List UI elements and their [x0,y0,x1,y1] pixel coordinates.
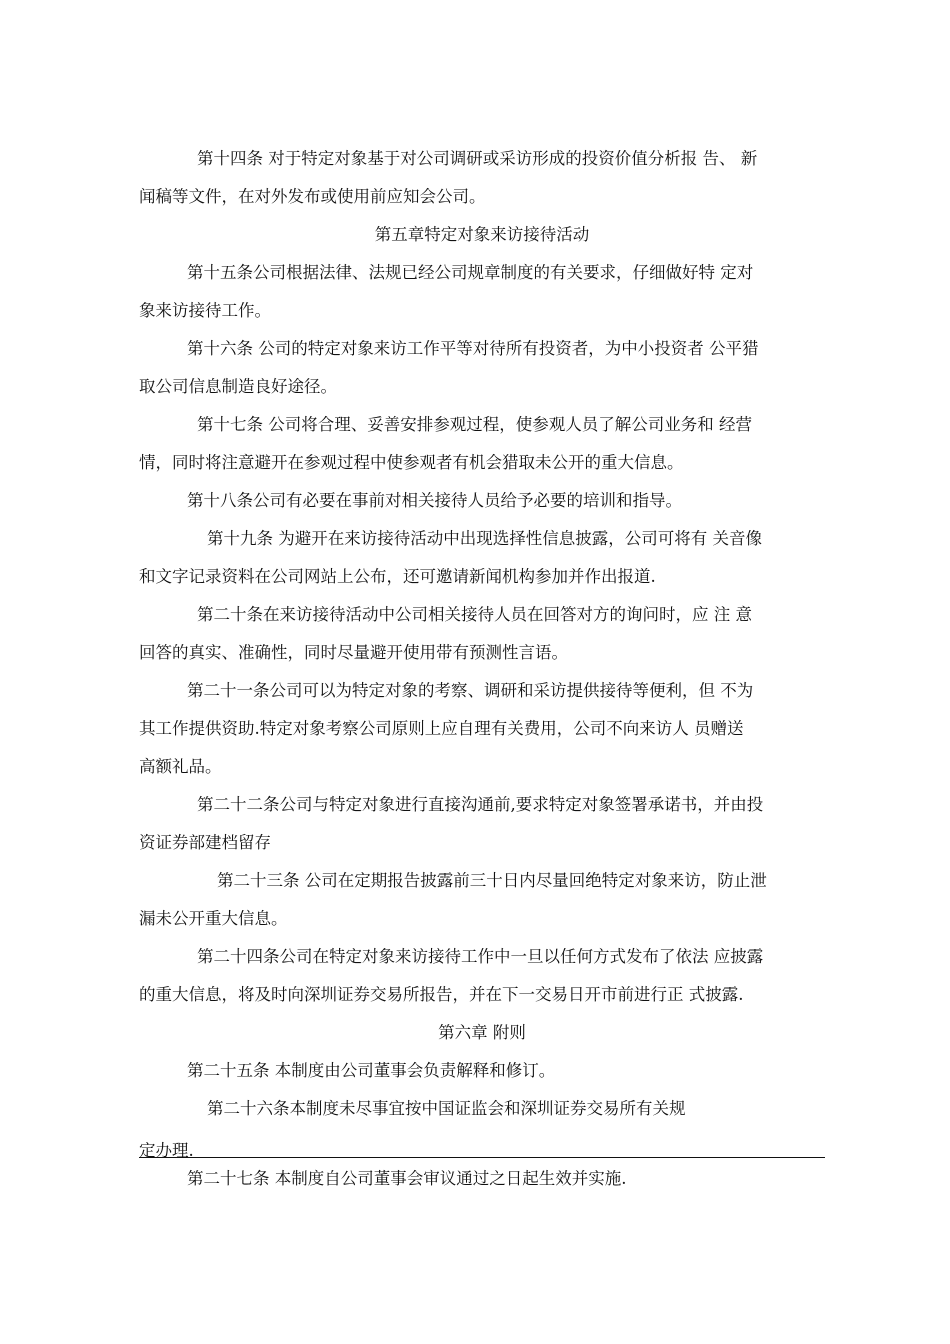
article-21-line-2: 其工作提供资助.特定对象考察公司原则上应自理有关费用，公司不向来访人 员赠送 [139,719,744,738]
article-21-line-3: 高额礼品。 [139,757,222,776]
article-22-line-2: 资证券部建档留存 [139,833,271,852]
article-17-line-2: 情，同时将注意避开在参观过程中使参观者有机会猎取未公开的重大信息。 [139,453,684,472]
article-19-line-2: 和文字记录资料在公司网站上公布，还可邀请新闻机构参加并作出报道. [139,567,656,586]
article-18-line-1: 第十八条公司有必要在事前对相关接待人员给予必要的培训和指导。 [187,491,682,510]
article-16 [139,330,825,406]
article-26 [139,1090,825,1128]
article-20 [139,596,825,672]
article-23-line-2: 漏未公开重大信息。 [139,909,288,928]
article-25 [139,1052,825,1090]
chapter-6-heading: 第六章 附则 [438,1023,526,1042]
article-24-line-2: 的重大信息，将及时向深圳证券交易所报告，并在下一交易日开市前进行正 式披露. [139,985,744,1004]
article-20-line-2: 回答的真实、准确性，同时尽量避开使用带有预测性言语。 [139,643,568,662]
article-20-line-1: 第二十条在来访接待活动中公司相关接待人员在回答对方的询问时，应 注 意 [197,605,752,624]
article-22 [139,786,825,862]
chapter-5-heading: 第五章特定对象来访接待活动 [374,225,590,244]
article-26-line-1: 第二十六条本制度未尽事宜按中国证监会和深圳证券交易所有关规 [207,1099,686,1118]
article-27-line-1: 第二十七条 本制度自公司董事会审议通过之日起生效并实施. [187,1169,627,1188]
article-15 [139,254,825,330]
article-19 [139,520,825,596]
article-21-line-1: 第二十一条公司可以为特定对象的考察、调研和采访提供接待等便利，但 不为 [187,681,754,700]
divider-line [139,1157,825,1158]
article-24-line-1: 第二十四条公司在特定对象来访接待工作中一旦以任何方式发布了依法 应披露 [197,947,764,966]
article-23 [139,862,825,938]
article-16-line-1: 第十六条 公司的特定对象来访工作平等对待所有投资者，为中小投资者 公平猎 [187,339,759,358]
article-19-line-1: 第十九条 为避开在来访接待活动中出现选择性信息披露，公司可将有 关音像 [207,529,762,548]
article-22-line-1: 第二十二条公司与特定对象进行直接沟通前,要求特定对象签署承诺书，并由投 [197,795,764,814]
article-27 [139,1160,825,1198]
article-24 [139,938,825,1014]
article-21 [139,672,825,786]
article-15-line-2: 象来访接待工作。 [139,301,271,320]
article-14 [139,140,825,216]
article-14-line-1: 第十四条 对于特定对象基于对公司调研或采访形成的投资价值分析报 告、 新 [197,149,758,168]
article-15-line-1: 第十五条公司根据法律、法规已经公司规章制度的有关要求，仔细做好特 定对 [187,263,754,282]
article-23-line-1: 第二十三条 公司在定期报告披露前三十日内尽量回绝特定对象来访，防止泄 [217,871,767,890]
article-25-line-1: 第二十五条 本制度由公司董事会负责解释和修订。 [187,1061,556,1080]
article-16-line-2: 取公司信息制造良好途径。 [139,377,337,396]
article-26-line-2: 定办理. [139,1141,194,1160]
article-14-line-2: 闻稿等文件，在对外发布或使用前应知会公司。 [139,187,486,206]
article-17 [139,406,825,482]
article-17-line-1: 第十七条 公司将合理、妥善安排参观过程，使参观人员了解公司业务和 经营 [197,415,752,434]
article-18 [139,482,825,520]
